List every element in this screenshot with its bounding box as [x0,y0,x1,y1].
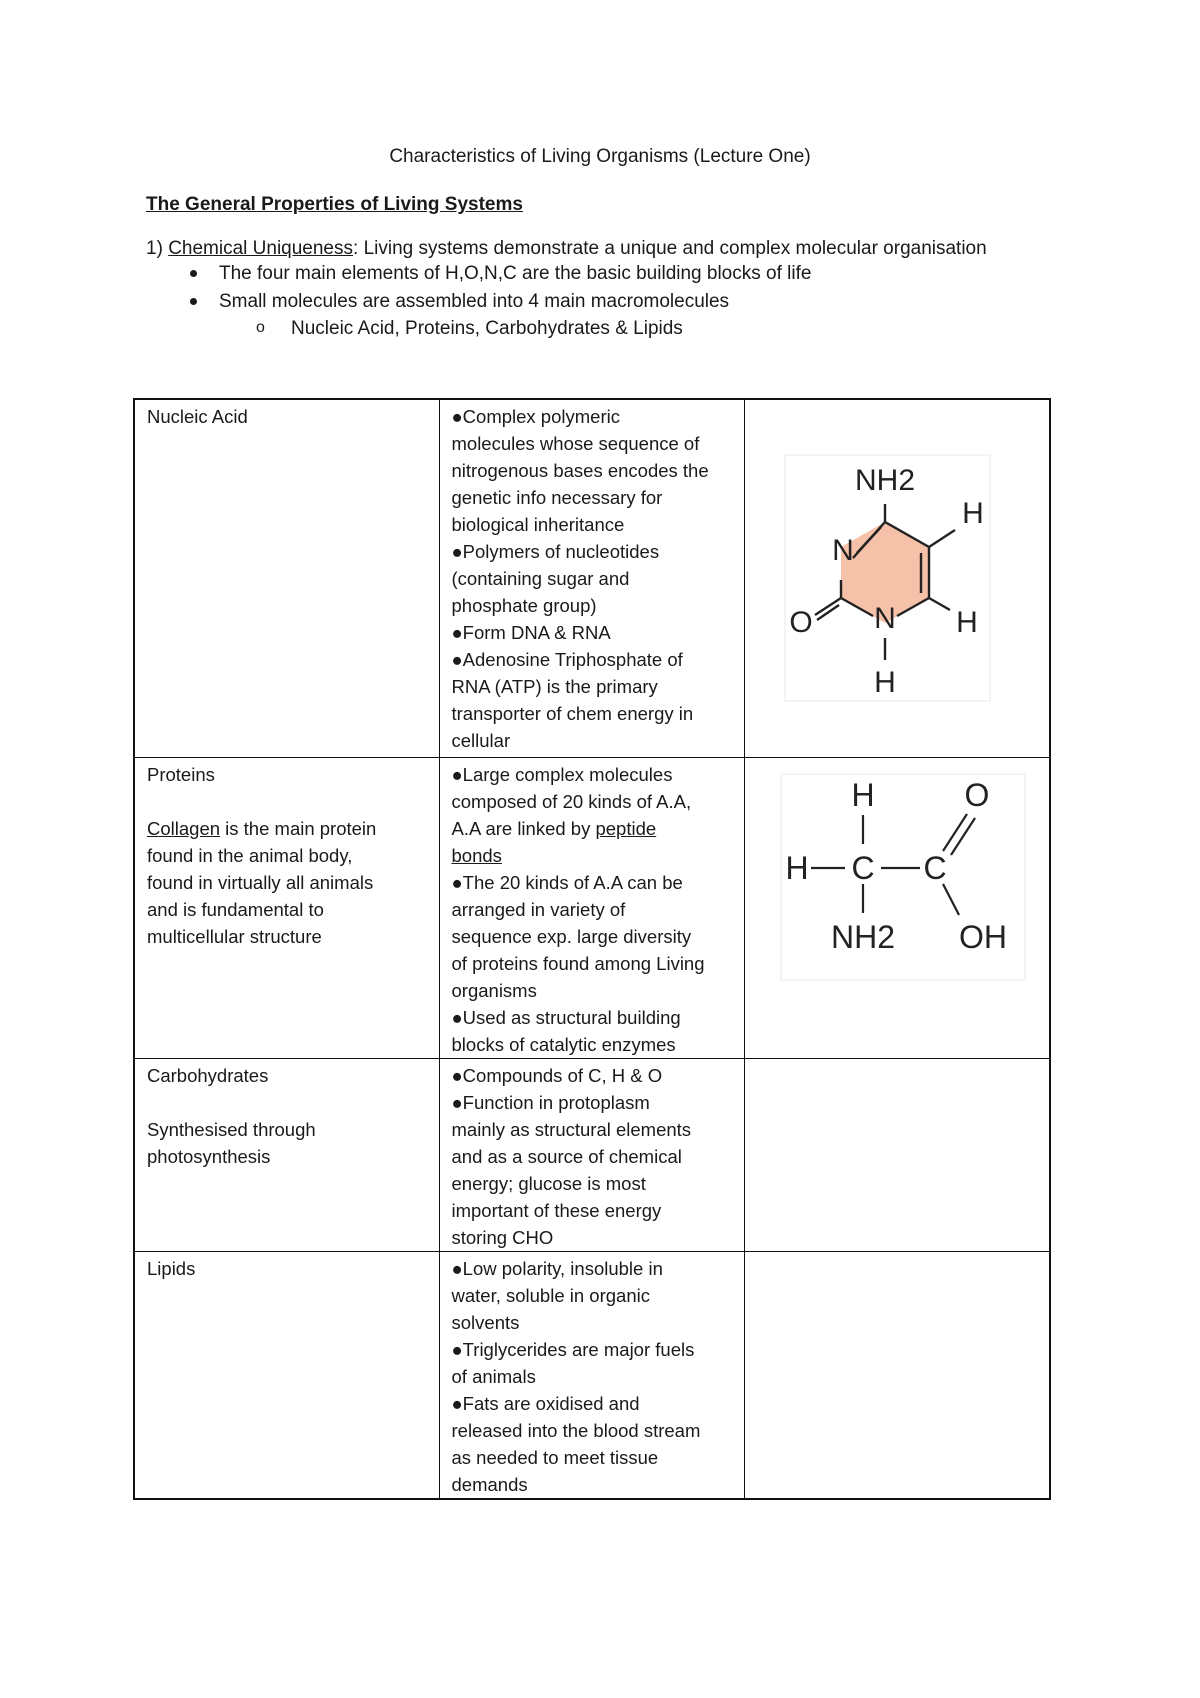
atom-label: H [961,497,984,530]
macromolecule-name: Lipids [147,1257,196,1279]
description-line: blocks of catalytic enzymes [451,1033,676,1055]
bullet-item-2: Small molecules are assembled into 4 main macromolecules [219,291,730,312]
note-text: is the main protein [220,817,377,839]
table-cell-structure [744,757,1050,1058]
description-line: mainly as structural elements [451,1118,692,1140]
bullet-item-1: The four main elements of H,O,N,C are the basic building blocks of life [219,263,812,284]
atom-label: H [784,849,809,886]
atom-label: H [850,776,875,813]
description-line: (containing sugar and [451,568,630,589]
description-line: ●Adenosine Triphosphate of [451,649,683,670]
note-line [147,815,429,842]
table-cell-description [439,757,744,1058]
table-row [134,1058,1050,1251]
table-row [134,399,1050,757]
macromolecules-table [133,398,1051,1500]
underlined-term: peptide [595,817,657,839]
amino-acid-structure-icon [745,758,1045,1053]
table-cell-description [439,1058,744,1251]
description-line [452,815,734,842]
description-line: biological inheritance [451,514,625,535]
description-line: phosphate group) [451,595,597,616]
bullet-dot-icon [190,298,197,305]
atom-label: O [788,606,813,639]
description-line: important of these energy [451,1199,662,1221]
description-line: ●The 20 kinds of A.A can be [451,871,683,893]
description-line: sequence exp. large diversity [451,925,692,947]
table-cell-structure [744,1251,1050,1499]
description-line: organisms [451,979,537,1001]
atom-label: C [922,849,947,886]
atom-label: OH [958,918,1007,955]
section1-text: : Living systems demonstrate a unique and complex molecular organisation [353,238,987,259]
macromolecule-name: Nucleic Acid [147,406,248,427]
description-line: released into the blood stream [451,1419,701,1441]
table-row [134,757,1050,1058]
cytosine-structure-icon [745,400,1045,750]
table-row [134,1251,1050,1499]
sub-bullet-item: Nucleic Acid, Proteins, Carbohydrates & Lipids [291,318,683,339]
table-cell-name [134,1251,439,1499]
table-cell-name [134,1058,439,1251]
description-line: ●Compounds of C, H & O [451,1064,663,1086]
description-line: nitrogenous bases encodes the [451,460,709,481]
note-line: found in the animal body, [147,844,353,866]
description-line: ●Used as structural building [451,1006,681,1028]
description-line: and as a source of chemical [451,1145,682,1167]
atom-label: H [873,666,896,699]
sub-bullet-marker: o [256,319,265,336]
description-line: demands [451,1473,528,1495]
bullet-dot-icon [190,270,197,277]
description-line: water, soluble in organic [451,1284,650,1306]
table-cell-structure [744,1058,1050,1251]
atom-label: N [873,602,896,635]
description-line: bonds [451,844,502,866]
description-line: RNA (ATP) is the primary [451,676,658,697]
atom-label: H [955,606,978,639]
description-line: cellular [451,730,511,751]
description-line: storing CHO [451,1226,554,1248]
description-line: energy; glucose is most [451,1172,646,1194]
description-line: ●Fats are oxidised and [451,1392,640,1414]
description-line: of animals [451,1365,536,1387]
macromolecule-name: Proteins [147,763,215,785]
table-cell-description [439,1251,744,1499]
description-line: genetic info necessary for [451,487,663,508]
description-line: solvents [451,1311,520,1333]
atom-label: O [964,776,989,813]
note-line: and is fundamental to [147,898,324,920]
description-line: ●Function in protoplasm [451,1091,650,1113]
atom-label: C [850,849,875,886]
table-cell-description [439,399,744,757]
note-line: found in virtually all animals [147,871,374,893]
description-line: ●Large complex molecules [451,763,673,785]
document-title: Characteristics of Living Organisms (Lecture One) [389,146,811,167]
description-text: A.A are linked by [451,817,596,839]
section1-line [146,238,987,260]
atom-label: NH2 [830,918,895,955]
description-line: ●Form DNA & RNA [451,622,611,643]
description-line: arranged in variety of [451,898,626,920]
table-cell-name [134,399,439,757]
section-heading: The General Properties of Living Systems [146,194,523,215]
section1-number: 1) [146,238,163,259]
description-line: molecules whose sequence of [451,433,700,454]
description-line: ●Low polarity, insoluble in [451,1257,663,1279]
description-line: as needed to meet tissue [451,1446,659,1468]
macromolecule-name: Carbohydrates [147,1064,269,1086]
description-line: ●Triglycerides are major fuels [451,1338,695,1360]
note-line: Synthesised through [147,1118,316,1140]
note-line: photosynthesis [147,1145,271,1167]
note-underlined-term: Collagen [147,817,221,839]
atom-label: NH2 [854,464,915,497]
section1-term: Chemical Uniqueness [168,238,354,259]
table-cell-structure [744,399,1050,757]
atom-label: N [831,534,854,567]
table-cell-name [134,757,439,1058]
description-line: transporter of chem energy in [451,703,694,724]
note-line: multicellular structure [147,925,322,947]
description-line: ●Polymers of nucleotides [451,541,660,562]
description-line: composed of 20 kinds of A.A, [451,790,692,812]
description-line: of proteins found among Living [451,952,705,974]
description-line: ●Complex polymeric [451,406,620,427]
